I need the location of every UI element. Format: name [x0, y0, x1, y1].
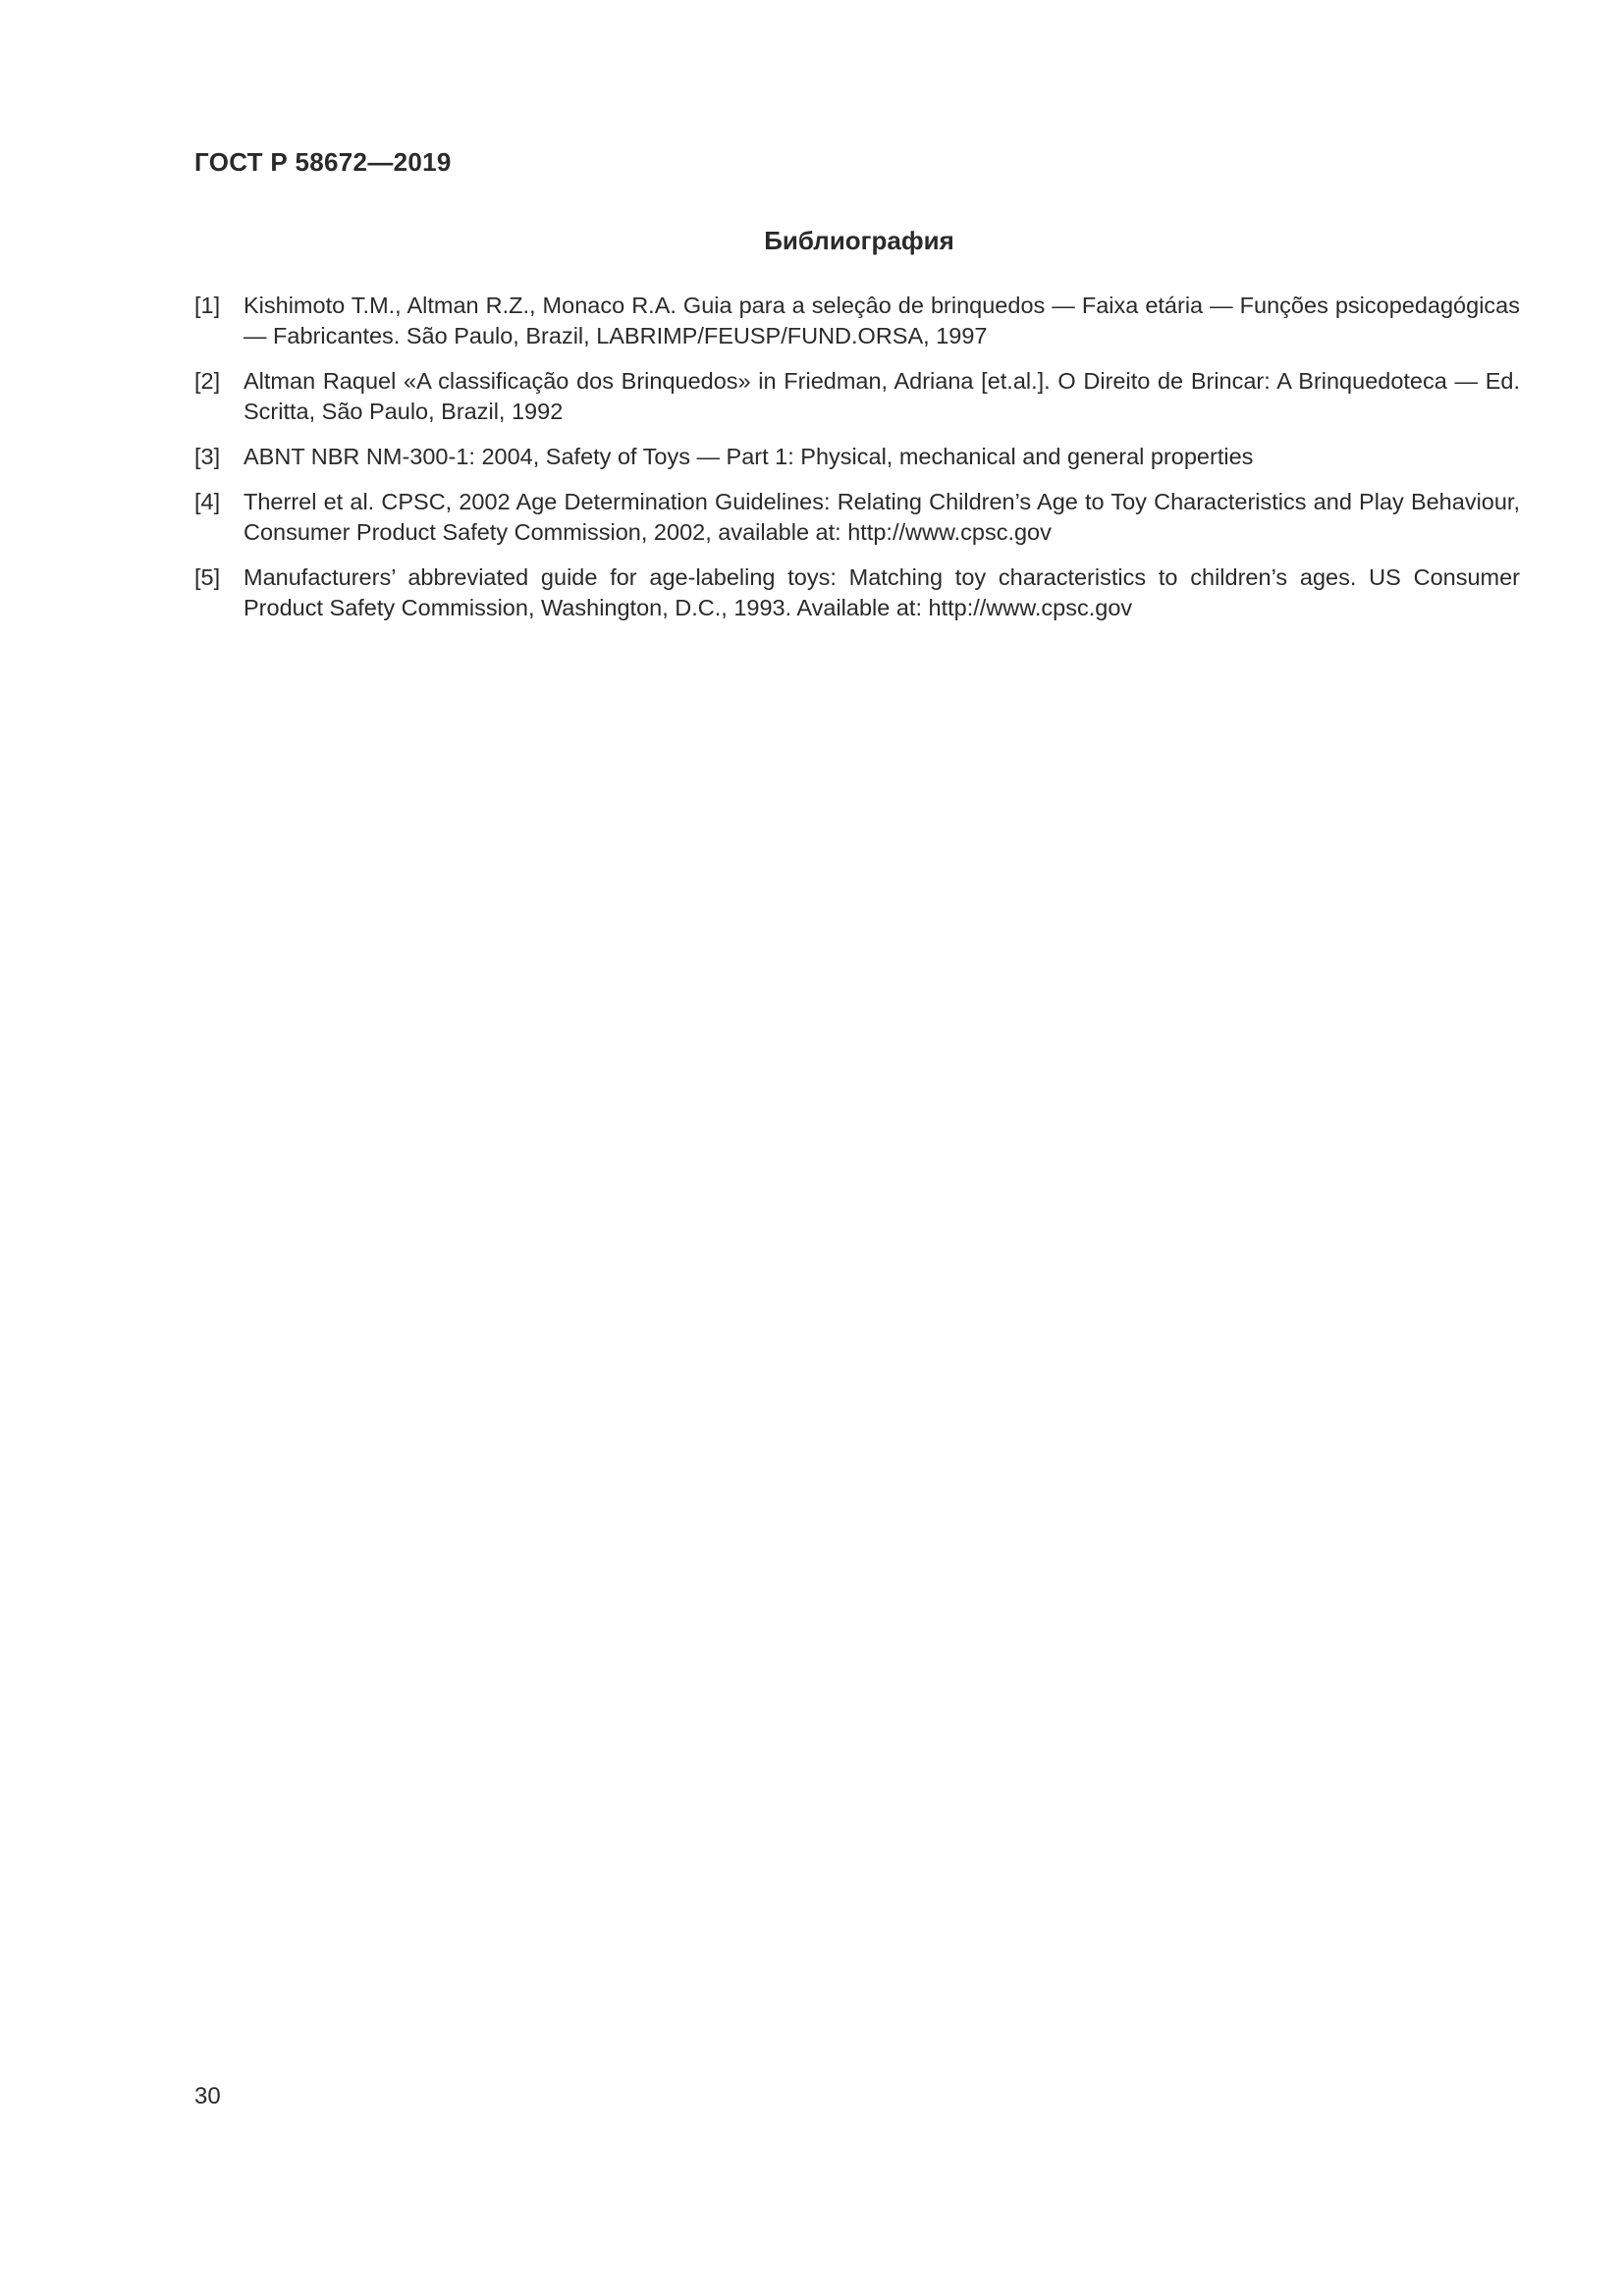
reference-text: Therrel et al. CPSC, 2002 Age Determination Guidelines: Relating Children’s Age to Toy Characteristics and Play Behaviour, Consumer Product Safety Commission, 2002, available at: http://www.cpsc.gov: [244, 489, 1520, 545]
bibliography-list: [194, 291, 1520, 638]
bibliography-title: Библиография: [764, 226, 954, 255]
bibliography-item-1: [194, 291, 1520, 351]
reference-number: [4]: [194, 489, 221, 514]
reference-text: Altman Raquel «A classificação dos Brinquedos» in Friedman, Adriana [et.al.]. O Direito de Brincar: A Brinquedoteca — Ed. Scritta, São Paulo, Brazil, 1992: [244, 368, 1520, 424]
page-number: 30: [194, 2083, 221, 2109]
bibliography-item-3: [194, 442, 1520, 472]
reference-number: [1]: [194, 293, 221, 318]
reference-number: [3]: [194, 444, 221, 469]
bibliography-item-5: [194, 562, 1520, 623]
reference-number: [2]: [194, 368, 221, 394]
reference-text: Manufacturers’ abbreviated guide for age-labeling toys: Matching toy characteristics to children’s ages. US Consumer Product Safety Commission, Washington, D.C., 1993. Available at: http://www.cpsc.gov: [244, 564, 1520, 620]
document-header-standard-code: ГОСТ Р 58672—2019: [194, 147, 452, 177]
bibliography-item-2: [194, 366, 1520, 427]
reference-number: [5]: [194, 564, 221, 590]
reference-text: Kishimoto T.M., Altman R.Z., Monaco R.A. Guia para a seleçâo de brinquedos — Faixa etária — Funções psicopedagógicas — Fabricantes. São Paulo, Brazil, LABRIMP/FEUSP/FUND.ORSA, 1997: [244, 293, 1520, 348]
reference-text: ABNT NBR NM-300-1: 2004, Safety of Toys — Part 1: Physical, mechanical and general properties: [244, 444, 1254, 469]
bibliography-item-4: [194, 487, 1520, 548]
